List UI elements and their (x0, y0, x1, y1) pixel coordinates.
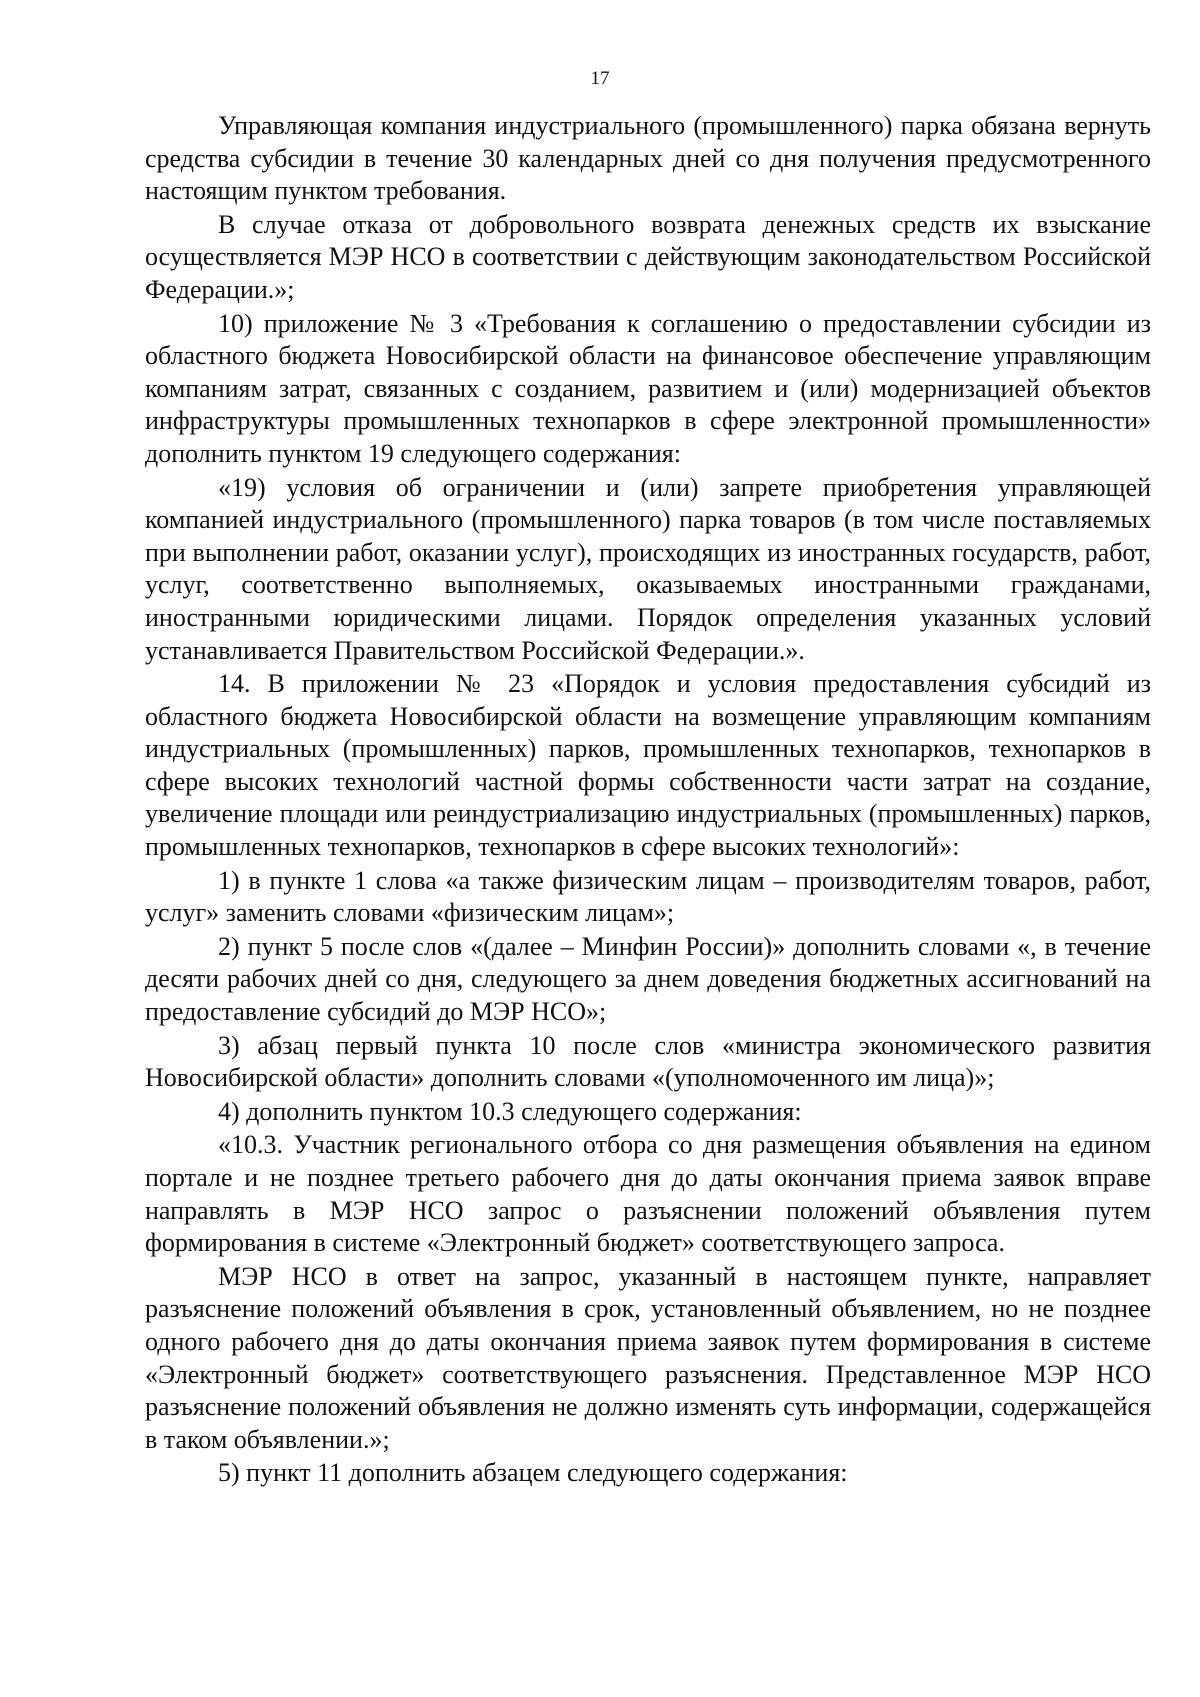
paragraph-item-10: 10) приложение № 3 «Требования к соглашению о предоставлении субсидии из областного бюджета Новосибирской области на финансовое обеспечение управляющим компаниям затрат, связанных с созданием, развитием и (или) модернизацией объектов инфраструктуры промышленных технопарков в сфере электронной промышленности» дополнить пунктом 19 следующего содержания: (145, 308, 1151, 468)
paragraph-subsidy-return: Управляющая компания индустриального (промышленного) парка обязана вернуть средства субсидии в течение 30 календарных дней со дня получения предусмотренного настоящим пунктом требования. (145, 111, 1151, 206)
paragraph-subitem-1: 1) в пункте 1 слова «а также физическим лицам – производителям товаров, работ, услуг» заменить словами «физическим лицам»; (145, 865, 1151, 928)
page-number: 17 (590, 68, 610, 89)
paragraph-subitem-4: 4) дополнить пунктом 10.3 следующего содержания: (218, 1096, 802, 1126)
paragraph-subitem-2: 2) пункт 5 после слов «(далее – Минфин России)» дополнить словами «, в течение десяти рабочих дней со дня, следующего за днем доведения бюджетных ассигнований на предоставление субсидий до МЭР НСО»; (145, 931, 1151, 1027)
paragraph-subitem-5: 5) пункт 11 дополнить абзацем следующего содержания: (218, 1458, 848, 1488)
paragraph-item-14: 14. В приложении № 23 «Порядок и условия предоставления субсидий из областного бюджета Новосибирской области на возмещение управляющим компаниям индустриальных (промышленных) парков, промышленных технопарков, технопарков в сфере высоких технологий частной формы собственности части затрат на создание, увеличение площади или реиндустриализацию индустриальных (промышленных) парков, промышленных технопарков, технопарков в сфере высоких технологий»: (145, 669, 1151, 862)
paragraph-point-10-3: «10.3. Участник регионального отбора со дня размещения объявления на едином портале и не позднее третьего рабочего дня до даты окончания приема заявок вправе направлять в МЭР НСО запрос о разъяснении положений объявления путем формирования в системе «Электронный бюджет» соответствующего запроса. (145, 1130, 1151, 1258)
paragraph-refusal-recovery: В случае отказа от добровольного возврата денежных средств их взыскание осуществляется МЭР НСО в соответствии с действующим законодательством Российской Федерации.»; (145, 209, 1151, 304)
paragraph-subitem-3: 3) абзац первый пункта 10 после слов «министра экономического развития Новосибирской области» дополнить словами «(уполномоченного им лица)»; (145, 1030, 1151, 1093)
paragraph-clarification: МЭР НСО в ответ на запрос, указанный в настоящем пункте, направляет разъяснение положений объявления в срок, установленный объявлением, но не позднее одного рабочего дня до даты окончания приема заявок путем формирования в системе «Электронный бюджет» соответствующего разъяснения. Представленное МЭР НСО разъяснение положений объявления не должно изменять суть информации, содержащейся в таком объявлении.»; (145, 1261, 1151, 1454)
document-body (145, 110, 1151, 1491)
paragraph-point-19: «19) условия об ограничении и (или) запрете приобретения управляющей компанией индустриального (промышленного) парка товаров (в том числе поставляемых при выполнении работ, оказании услуг), происходящих из иностранных государств, работ, услуг, соответственно выполняемых, оказываемых иностранными гражданами, иностранными юридическими лицами. Порядок определения указанных условий устанавливается Правительством Российской Федерации.». (145, 472, 1151, 665)
